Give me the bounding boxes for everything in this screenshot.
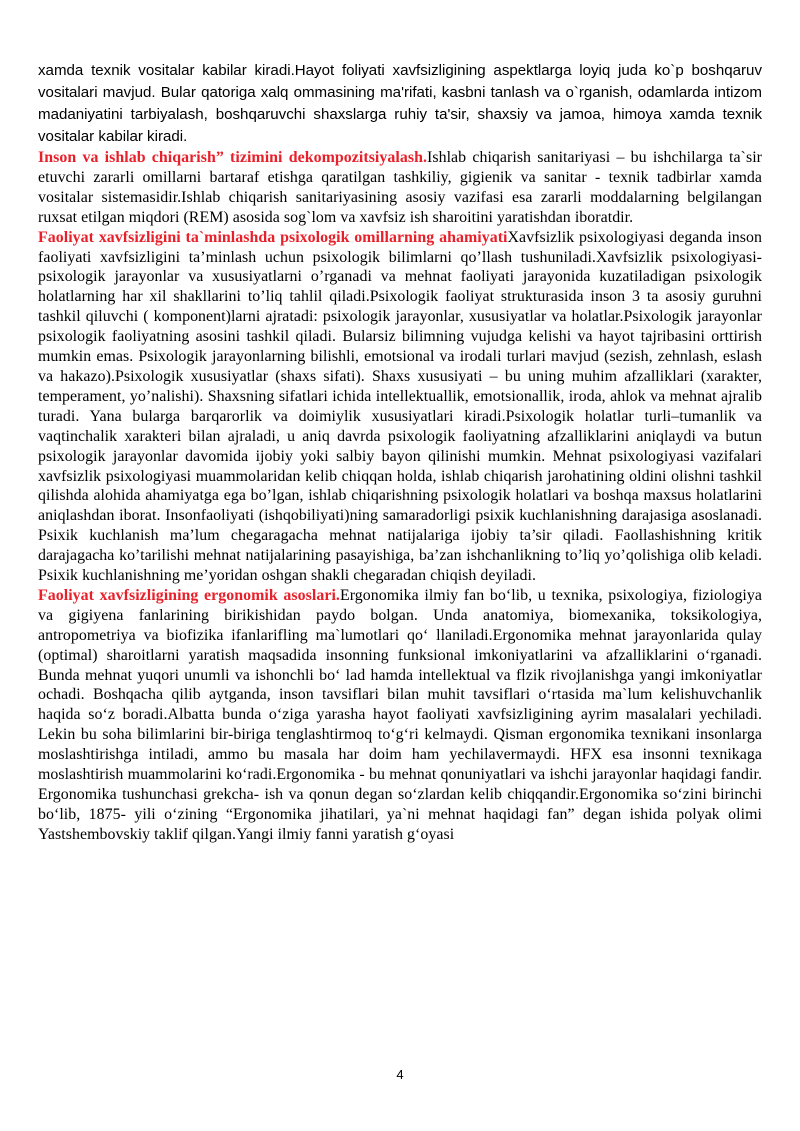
section-paragraph-sanitation: [38, 148, 762, 228]
section-body-sanitation: Ishlab chiqarish sanitariyasi – bu ishchilarga ta`sir etuvchi zararli omillarni bartaraf etishga qaratilgan tashkiliy, gigienik va sanitar - texnik tadbirlar xamda vositalar sistemasidir.Ishlab chiqarish sanitariyasining asosiy vazifasi esa zararli moddalarning belgilangan ruxsat etilgan miqdori (REM) asosida sog`lom va xavfsiz ish sharoitini yaratishdan iboratdir.: [38, 149, 763, 226]
document-page: [38, 60, 762, 845]
intro-paragraph: xamda texnik vositalar kabilar kiradi.Hayot foliyati xavfsizligining aspektlarga loyiq juda ko`p boshqaruv vositalari mavjud. Bular qatoriga xalq ommasining ma'rifati, kasbni tanlash va o`rganish, odamlarda intizom madaniyatini tarbiyalash, boshqaruvchi shaxslarga ruhiy ta'sir, shaxsiy va jamoa, himoya xamda texnik vositalar kabilar kiradi.: [38, 62, 762, 145]
page-number: 4: [396, 1067, 404, 1082]
section-paragraph-psychology: [38, 228, 762, 586]
section-paragraph-ergonomics: [38, 586, 762, 845]
section-body-ergonomics: Ergonomika ilmiy fan bo‘lib, u texnika, psixologiya, fiziologiya va gigiyena fanlarining birikishidan paydo bolgan. Unda anatomiya, biomexanika, toksikologiya, antropometriya va biofizika ifanlarifling ma`lumotlari qo‘ llaniladi.Ergonomika mehnat jarayonlarida qulay (optimal) sharoitlarni yaratish maqsadida insonning funksional imkoniyatlarini va afzalliklarini o‘rganadi. Bunda mehnat yuqori unumli va ishonchli bo‘ lad hamda intellektual va flzik rivojlanishga yangi imkoniyatlar ochadi. Boshqacha qilib aytganda, inson tavsiflari bilan muhit tavsiflari o‘rtasida ma`lum kelishuvchanlik haqida so‘z boradi.Albatta bunda o‘ziga yarasha hayot faoliyati xavfsizligining ayrim masalalari yechiladi. Lekin bu soha bilimlarini bir-biriga tenglashtirmoq to‘g‘ri kelmaydi. Qisman ergonomika texnikani insonlarga moslashtirishga intiladi, ammo bu masala har doim ham yechilavermaydi. HFX esa insonni texnikaga moslashtirish muammolarini ko‘radi.Ergonomika - bu mehnat qonuniyatlari va ishchi jarayonlar haqidagi fandir. Ergonomika tushunchasi grekcha- ish va qonun degan so‘zlardan kelib chiqqandir.Ergonomika so‘zini birinchi bo‘lib, 1875- yili o‘zining “Ergonomika jihatilari, ya`ni mehnat haqidagi fan” degan ishida polyak olimi Yastshembovskiy taklif qilgan.Yangi ilmiy fanni yaratish g‘oyasi: [38, 586, 763, 843]
section-body-psychology: Xavfsizlik psixologiyasi deganda inson faoliyati xavfsizligini ta’minlash uchun psixologik bilimlarni qo’llash tushuniladi.Xavfsizlik psixologiyasi-psixologik jarayonlar va xususiyatlarni o’rganadi va mehnat faoliyati jarayonida kuzatiladigan psixologik holatlarning har xil shakllarini to’liq tahlil qiladi.Psixologik faoliyat strukturasida inson 3 ta asosiy guruhni tashkil qiluvchi ( komponent)larni ajratadi: psixologik jarayonlar, xususiyatlar va holatlar.Psixologik jarayonlar psixologik faoliyatning asosini tashkil qiladi. Bularsiz bilimning vujudga kelishi va hayot tajribasini orttirish mumkin emas. Psixologik jarayonlarning bilishli, emotsional va irodali turlari mavjud (sezish, zehnlash, eslash va hakazo).Psixologik xususiyatlar (shaxs sifati). Shaxs xususiyati – bu uning muhim afzalliklari (xarakter, temperament, yo’nalishi). Shaxsning sifatlari ichida intellektuallik, emotsionallik, iroda, ahlok va mehnat ajralib turadi. Yana bularga barqarorlik va doimiylik xususiyatlari kiradi.Psixologik holatlar turli–tumanlik va vaqtinchalik xarakteri bilan ajraladi, u aniq davrda psixologik faoliyatning afzalliklarini aniqlaydi va butun psixologik jarayonlar davomida ijobiy yoki salbiy bayon qilinishi mumkin. Mehnat psixologiyasi vazifalari xavfsizlik psixologiyasi muammolaridan kelib chiqqan holda, ishlab chiqarish jarohatining oldini olishni tashkil qilishda alohida ahamiyatga ega bo’lgan, ishlab chiqarishning psixologik holatlari va boshqa maxsus holatlarini aniqlashdan iborat. Insonfaoliyati (ishqobiliyati)ning samaradorligi psixik kuchlanishning darajasiga asoslanadi. Psixik kuchlanish ma’lum chegaragacha mehnat natijalariga ijobiy ta’sir qiladi. Faollashishning kritik darajagacha ko’tarilishi mehnat natijalarining pasayishiga, ba’zan ishchanlikning to’liq yo’qolishiga olib keladi. Psixik kuchlanishning me’yoridan oshgan shakli chegaradan chiqish deyiladi.: [38, 228, 762, 585]
section-heading-ergonomics: Faoliyat xavfsizligining ergonomik asoslari.: [38, 586, 340, 604]
section-heading-decomposition: Inson va ishlab chiqarish” tizimini dekompozitsiyalash.: [38, 149, 427, 166]
section-heading-psychology: Faoliyat xavfsizligini ta`minlashda psixologik omillarning ahamiyati: [38, 228, 508, 246]
